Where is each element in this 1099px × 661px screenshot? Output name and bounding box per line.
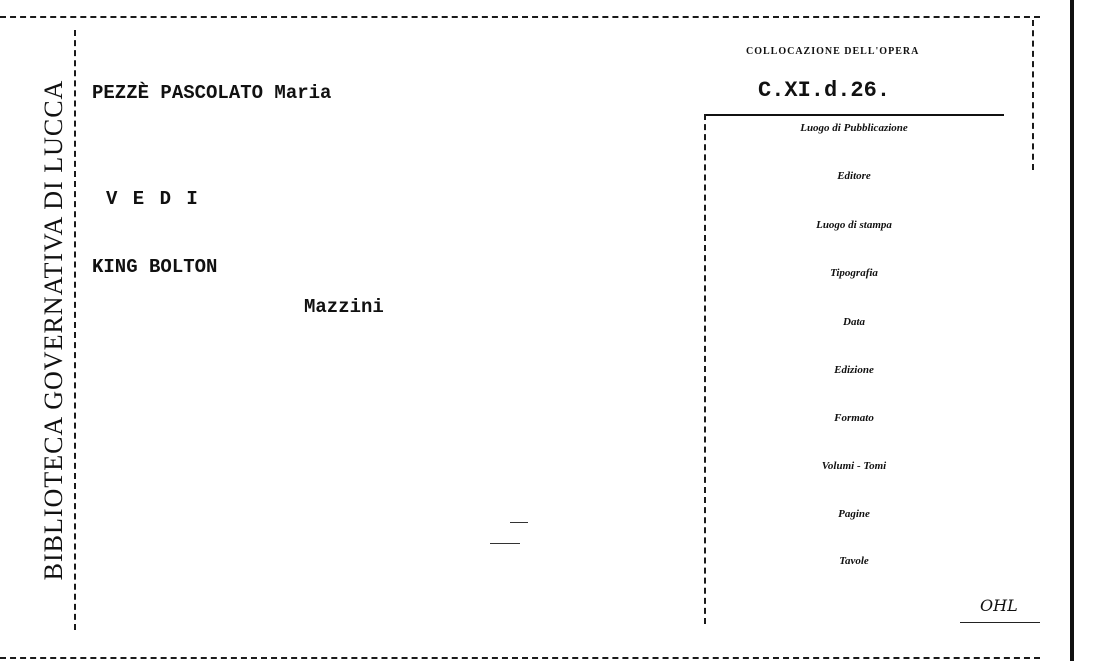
field-editore: Editore <box>837 170 871 182</box>
initials-underline <box>960 622 1040 623</box>
field-edizione: Edizione <box>834 364 874 376</box>
field-luogo-stampa: Luogo di stampa <box>816 219 892 231</box>
bottom-border <box>0 657 1040 659</box>
field-luogo-pubblicazione: Luogo di Pubblicazione <box>800 122 908 134</box>
top-border <box>0 16 1040 18</box>
field-tipografia: Tipografia <box>830 267 878 279</box>
stray-mark <box>510 522 528 523</box>
field-pagine: Pagine <box>838 508 870 520</box>
handwritten-initials: OHL <box>980 596 1018 615</box>
author-heading: PEZZÈ PASCOLATO Maria <box>92 82 332 104</box>
right-inner-border <box>1032 20 1034 170</box>
field-formato: Formato <box>834 412 874 424</box>
box-top-rule <box>704 114 1004 116</box>
stray-mark <box>490 543 520 544</box>
publication-fields-box <box>704 114 1004 624</box>
left-margin-line <box>74 30 76 630</box>
field-tavole: Tavole <box>839 555 869 567</box>
field-data: Data <box>843 316 865 328</box>
right-edge <box>1070 0 1074 661</box>
library-name: BIBLIOTECA GOVERNATIVA DI LUCCA <box>39 79 68 581</box>
see-label: V E D I <box>106 188 200 210</box>
collocation-label: COLLOCAZIONE DELL'OPERA <box>746 46 920 57</box>
reference-title: Mazzini <box>304 296 384 318</box>
collocation-value: C.XI.d.26. <box>758 78 891 103</box>
reference-author: KING BOLTON <box>92 256 218 278</box>
field-volumi-tomi: Volumi - Tomi <box>821 460 887 472</box>
